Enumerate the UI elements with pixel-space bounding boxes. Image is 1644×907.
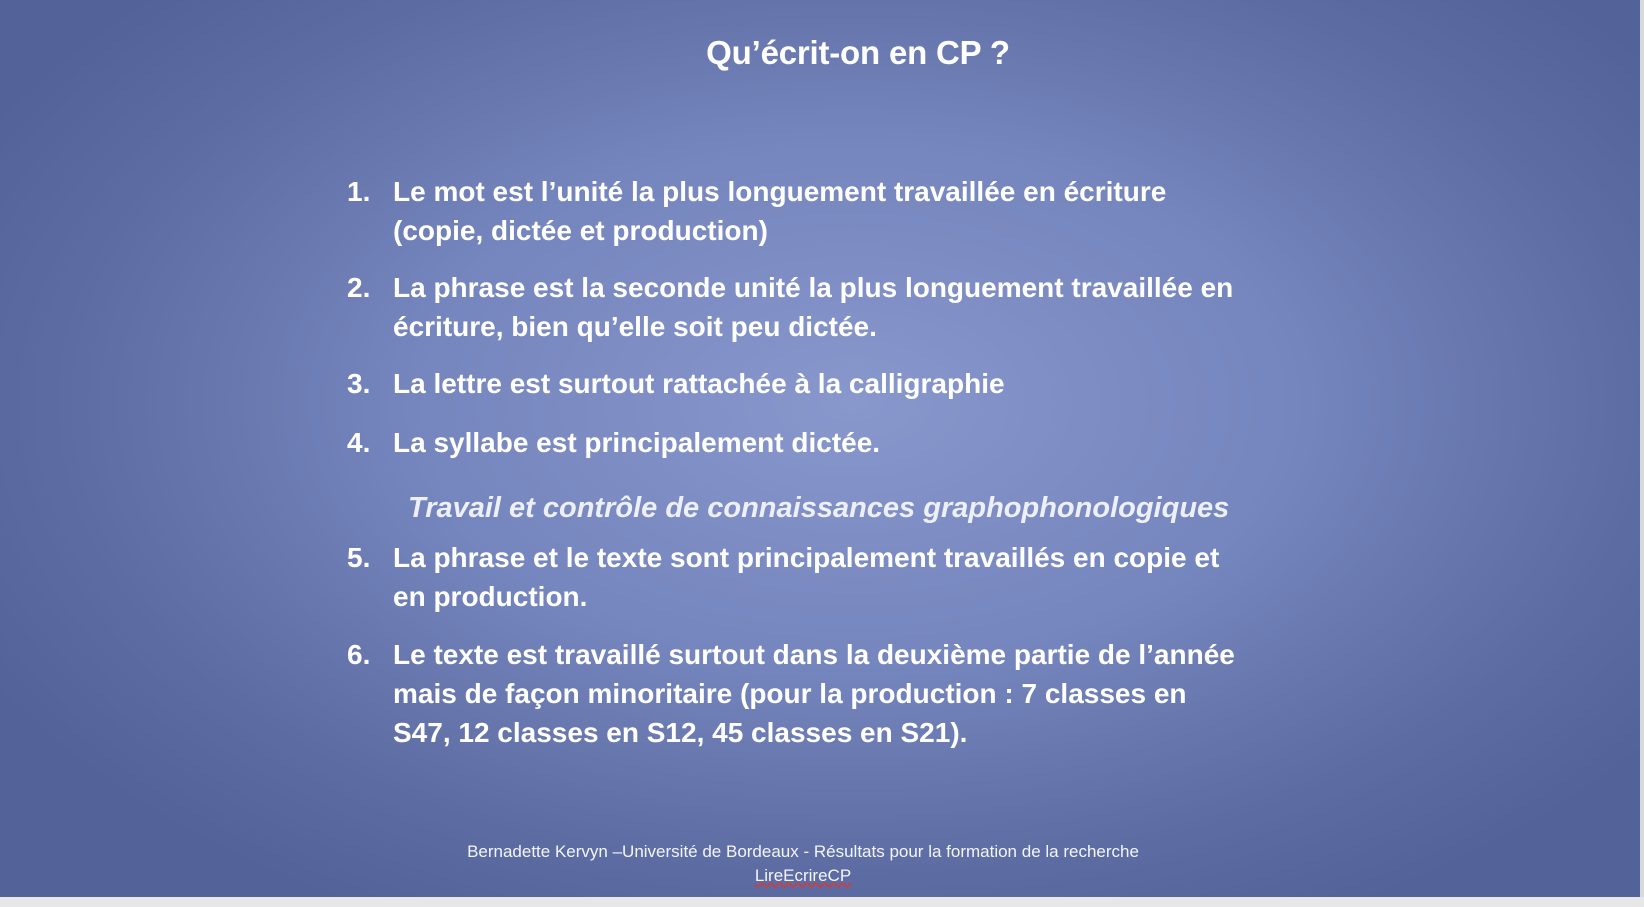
window-bottom-edge (0, 897, 1644, 907)
list-item-text: Le texte est travaillé surtout dans la deuxième partie de l’année mais de façon minoritaire (pour la production : 7 classes en S47, 12 classes en S12, 45 classes en S21). (393, 639, 1235, 748)
list-item-number: 5. (347, 542, 371, 573)
list-item-number: 4. (347, 427, 371, 458)
list-item-number: 1. (347, 176, 371, 207)
window-edge (1640, 0, 1644, 907)
list-item-number: 2. (347, 272, 371, 303)
list-item-number: 3. (347, 368, 371, 399)
list-item-text: La phrase et le texte sont principalement travaillés en copie et en production. (393, 542, 1220, 612)
list-item-text: La lettre est surtout rattachée à la calligraphie (393, 368, 1005, 399)
emphasis-note: Travail et contrôle de connaissances graphophonologiques (408, 492, 1230, 524)
list-item-number: 6. (347, 639, 371, 670)
footer-credit: Bernadette Kervyn –Université de Bordeaux - Résultats pour la formation de la recherche (467, 842, 1139, 861)
slide-footer (0, 840, 1606, 888)
slide-title: Qu’écrit-on en CP ? (706, 34, 1010, 71)
list-item-text: La syllabe est principalement dictée. (393, 427, 881, 458)
footer-project-name: LireEcrireCP (754, 866, 852, 885)
list-item-text: La phrase est la seconde unité la plus longuement travaillée en écriture, bien qu’elle soit peu dictée. (393, 272, 1234, 342)
list-item-text: Le mot est l’unité la plus longuement travaillée en écriture (copie, dictée et production) (393, 176, 1167, 246)
